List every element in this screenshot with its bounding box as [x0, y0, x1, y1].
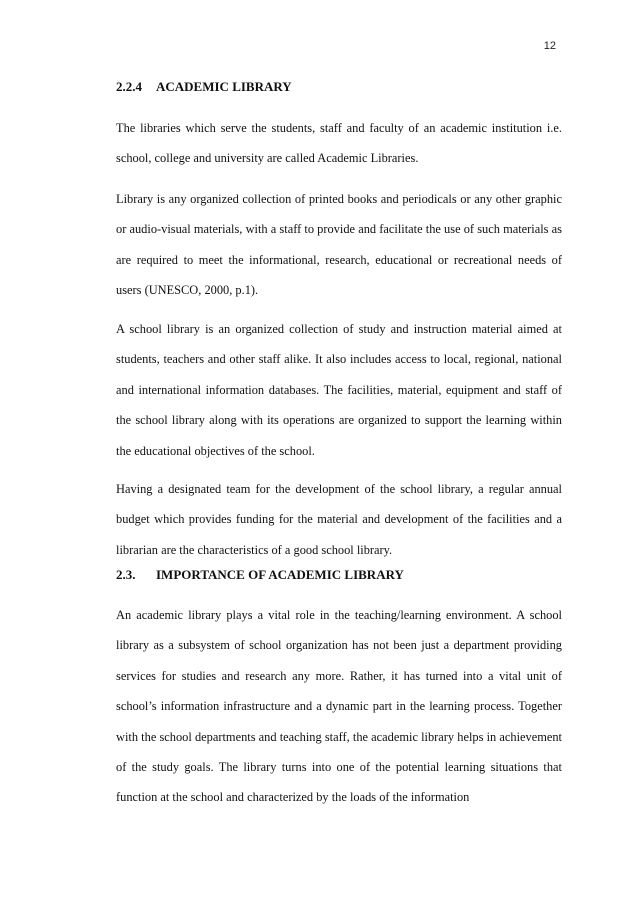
- paragraph-academic-library-definition: The libraries which serve the students, staff and faculty of an academic institution i.e. school, college and university are called Academic Libraries.: [116, 121, 562, 166]
- paragraph-library-unesco-definition: Library is any organized collection of printed books and periodicals or any other graphic or audio-visual materials, with a staff to provide and facilitate the use of such materials as are required to meet the informational, research, educational or recreational needs of users (UNESCO, 2000, p.1).: [116, 192, 562, 298]
- section-heading-2-3: [116, 567, 404, 583]
- section-number: 2.2.4: [116, 79, 142, 94]
- paragraph-good-school-library: Having a designated team for the development of the school library, a regular annual budget which provides funding for the material and development of the facilities and a librarian are the characteristics of a good school library.: [116, 482, 562, 557]
- paragraph-school-library: A school library is an organized collection of study and instruction material aimed at students, teachers and other staff alike. It also includes access to local, regional, national and international information databases. The facilities, material, equipment and staff of the school library along with its operations are organized to support the learning within the educational objectives of the school.: [116, 322, 562, 458]
- section-heading-2-2-4: [116, 79, 292, 95]
- section-title: IMPORTANCE OF ACADEMIC LIBRARY: [156, 567, 404, 582]
- paragraph-importance-academic-library: An academic library plays a vital role in the teaching/learning environment. A school library as a subsystem of school organization has not been just a department providing services for studies and research any more. Rather, it has turned into a vital unit of school’s information infrastructure and a dynamic part in the learning process. Together with the school departments and teaching staff, the academic library helps in achievement of the study goals. The library turns into one of the potential learning situations that function at the school and characterized by the loads of the information: [116, 608, 562, 805]
- section-title: ACADEMIC LIBRARY: [156, 79, 292, 94]
- page-number: 12: [543, 40, 556, 52]
- section-number: 2.3.: [116, 567, 136, 582]
